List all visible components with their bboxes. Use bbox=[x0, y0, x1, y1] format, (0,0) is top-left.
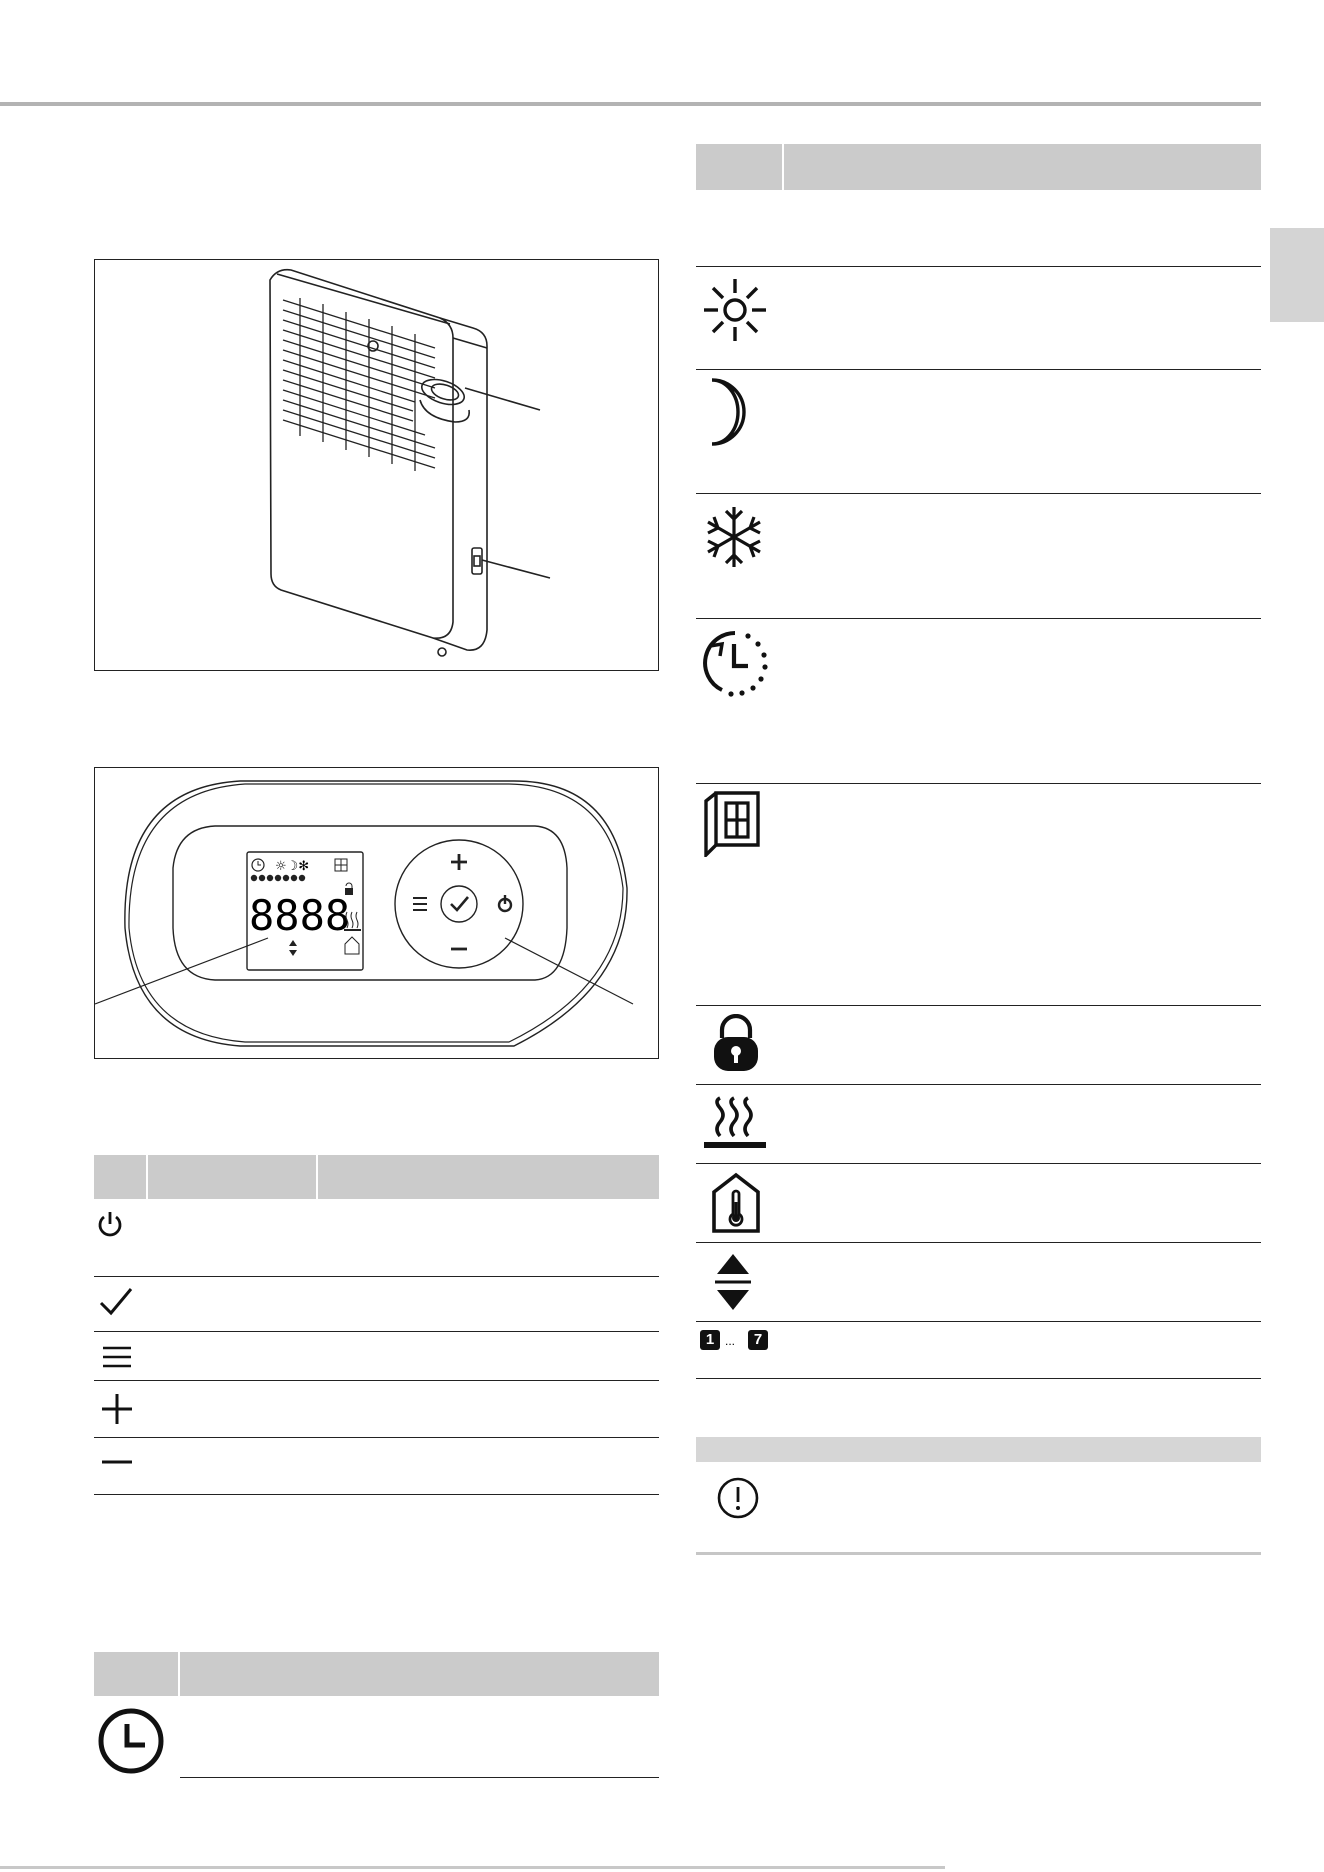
symbol-table-row-divider bbox=[696, 1005, 1261, 1006]
open-window-icon bbox=[702, 789, 762, 857]
clock-table-row-divider bbox=[180, 1777, 659, 1778]
snowflake-icon bbox=[702, 505, 766, 569]
power-icon bbox=[95, 1208, 125, 1240]
convector-heater-illustration bbox=[95, 260, 657, 669]
button-table-row-divider bbox=[94, 1494, 659, 1495]
button-table-row-divider bbox=[94, 1276, 659, 1277]
clock-icon bbox=[96, 1706, 166, 1776]
heating-icon bbox=[702, 1096, 768, 1152]
symbol-table-row-divider bbox=[696, 1163, 1261, 1164]
sun-icon bbox=[702, 277, 768, 343]
checkmark-icon bbox=[97, 1285, 135, 1319]
day-first: 1 bbox=[700, 1330, 720, 1350]
lcd-display bbox=[247, 852, 363, 970]
moon-icon bbox=[706, 378, 762, 446]
plus-icon bbox=[100, 1392, 134, 1426]
button-table-row-divider bbox=[94, 1380, 659, 1381]
symbol-table-row-divider bbox=[696, 493, 1261, 494]
symbol-table-row-divider bbox=[696, 1378, 1261, 1379]
day-separator: ... bbox=[725, 1334, 736, 1348]
up-down-arrows-icon bbox=[713, 1250, 753, 1314]
warning-icon bbox=[716, 1476, 760, 1520]
svg-text:☼☽✻: ☼☽✻ bbox=[275, 859, 310, 874]
clock-table-header bbox=[94, 1652, 659, 1696]
button-table-row-divider bbox=[94, 1437, 659, 1438]
symbol-table-row-divider bbox=[696, 369, 1261, 370]
header-rule bbox=[0, 102, 1261, 106]
control-panel-figure bbox=[94, 767, 659, 1059]
button-ring bbox=[395, 840, 523, 968]
heater-figure bbox=[94, 259, 659, 671]
minus-icon bbox=[100, 1458, 134, 1466]
room-temperature-icon bbox=[710, 1172, 762, 1234]
symbol-table-row-divider bbox=[696, 618, 1261, 619]
note-box-header bbox=[696, 1437, 1261, 1462]
day-numbers-icon bbox=[700, 1330, 772, 1354]
symbol-table-row-divider bbox=[696, 1242, 1261, 1243]
lcd-digits: 8888 bbox=[249, 891, 351, 940]
button-table-header bbox=[94, 1155, 659, 1199]
symbol-table-row-divider bbox=[696, 266, 1261, 267]
symbol-table-header bbox=[696, 144, 1261, 190]
symbol-table-row-divider bbox=[696, 1084, 1261, 1085]
lock-icon bbox=[712, 1014, 760, 1072]
timer-icon bbox=[700, 628, 770, 698]
section-tab bbox=[1270, 228, 1324, 322]
note-box-bottom-rule bbox=[696, 1552, 1261, 1555]
symbol-table-row-divider bbox=[696, 783, 1261, 784]
symbol-table-row-divider bbox=[696, 1321, 1261, 1322]
day-last: 7 bbox=[748, 1330, 768, 1350]
menu-icon bbox=[102, 1344, 132, 1370]
control-panel-illustration bbox=[95, 768, 657, 1057]
button-table-row-divider bbox=[94, 1331, 659, 1332]
footer-rule bbox=[0, 1866, 945, 1869]
